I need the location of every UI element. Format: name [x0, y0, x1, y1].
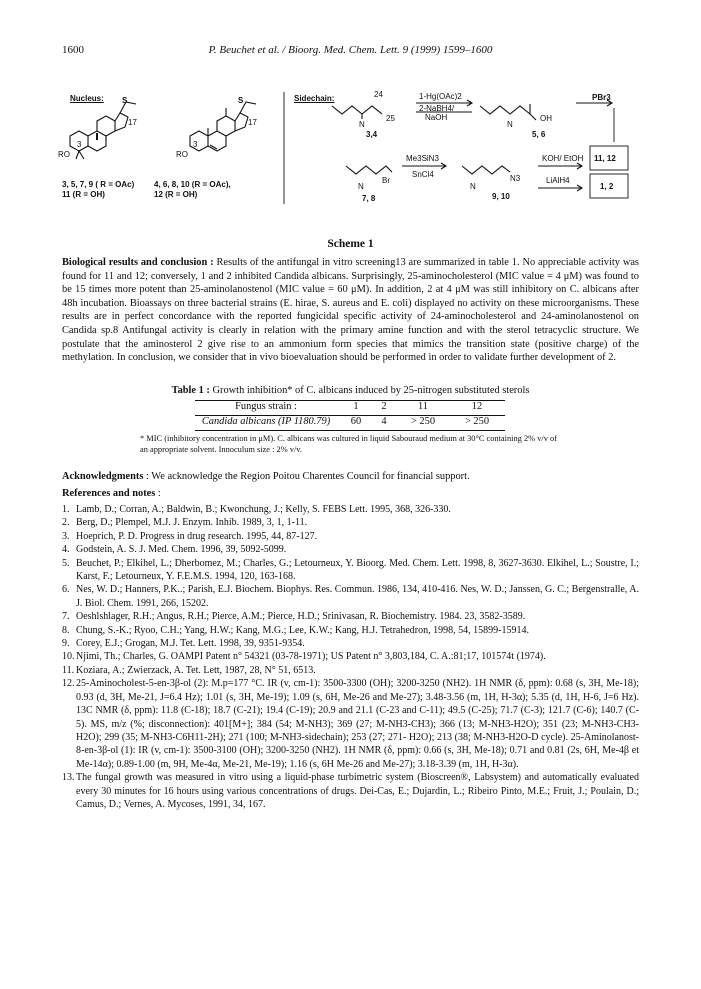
header-cell: Fungus strain : — [235, 401, 297, 412]
table-cell: > 250 — [410, 416, 436, 427]
reference-item: 3. Hoeprich, P. D. Progress in drug research. 1995, 44, 87-127. — [62, 530, 318, 542]
reagent-pbr3: PBr3 — [592, 93, 611, 102]
compound-78: 7, 8 — [362, 194, 376, 203]
legend-b1: 4, 6, 8, 10 (R = OAc), — [154, 180, 231, 189]
running-header — [62, 44, 639, 60]
reference-item: 7. Oeshlshlager, R.H.; Angus, R.H.; Pierce, A.M.; Pierce, H.D.; Srinivasan, R. Biochemistry. 1984. 23, 3582-3589. — [62, 611, 526, 623]
c25-label: 25 — [386, 114, 395, 123]
reference-item: 5. Beuchet, P.; Elkihel, L.; Dherbomez, M.; Charles, G.; Letourneux, Y. Bioorg. Med. Chem. Lett. 1998, 8, 3627-3630. Elkihel, L.; Soustre, I.; Karst, F.; Letourneux, Y. F.E.M.S. 1994, 120, 163-168. — [62, 557, 639, 583]
header-cell: 12 — [471, 401, 483, 412]
table-cell: > 250 — [464, 416, 490, 427]
reference-item: 10. Njimi, Th.; Charles, G. OAMPI Patent n° 54321 (03-78-1971); US Patent n° 3,803,184, C. A.:81;17, 101574t (1974). — [62, 651, 546, 663]
reagent-koh: KOH/ EtOH — [542, 154, 584, 163]
reference-item: 13. The fungal growth was measured in vitro using a liquid-phase turbimetric system (Bioscreen®, Labsystem) and automatically evaluated every 30 minutes for 16 hours using various concentrations of drugs. Dei-Cas, E.; Dujardin, L.; Ribeiro Pinto, M.E.; Fruit, J.; Poulain, D.; Camus, D.; Vernes, A. Mycoses, 1991, 34, 167. — [62, 772, 639, 810]
legend-a1: 3, 5, 7, 9 ( R = OAc) — [62, 180, 135, 189]
header-cell: 11 — [417, 401, 428, 412]
reagent-nabh4: 2-NaBH4/ — [419, 104, 455, 113]
nucleus-label: Nucleus: — [70, 94, 104, 103]
table-caption — [0, 385, 701, 396]
s-mark-b: S — [238, 96, 244, 105]
reagent-lialh4: LiAlH4 — [546, 176, 570, 185]
reference-item: 11. Koziara, A.; Zwierzack, A. Tet. Lett, 1987, 28, N° 51, 6513. — [62, 664, 316, 676]
reagent-me3sin3: Me3SiN3 — [406, 154, 439, 163]
nucleus-b-skeleton — [190, 102, 256, 151]
reference-item: 4. Godstein, A. S. J. Med. Chem. 1996, 39, 5092-5099. — [62, 544, 287, 556]
references-list — [62, 503, 639, 811]
table-row — [195, 415, 505, 430]
table-footnote: * MIC (inhibitory concentration in μM). C. albicans was cultured in liquid Sabouraud medium at 30°C containing 2% v/v of an appropriate solvent. Innoculum size : 2% v/v. — [140, 434, 557, 454]
box-11-12: 11, 12 — [594, 154, 616, 163]
table-cell: 60 — [350, 416, 362, 427]
table-caption-text: Growth inhibition* of C. albicans induced by 25-nitrogen substituted sterols — [212, 385, 530, 396]
s-mark-a: S — [122, 96, 128, 105]
compound-910: 9, 10 — [492, 192, 510, 201]
n-label-78: N — [358, 182, 364, 191]
reference-item: 9. Corey, E.J.; Grogan, M.J. Tet. Lett. 1998, 39, 9351-9354. — [62, 638, 305, 650]
results-heading: Biological results and conclusion : — [62, 257, 214, 268]
reference-item: 2. Berg, D.; Plempel, M.J. J. Enzym. Inhib. 1989, 3, 1, 1-11. — [62, 517, 308, 529]
nucleus-a-skeleton — [70, 102, 136, 159]
n3-label: N3 — [510, 174, 521, 183]
table-header-row — [195, 400, 505, 415]
box-1-2: 1, 2 — [600, 182, 614, 191]
oh-label: OH — [540, 114, 552, 123]
c24-label: 24 — [374, 90, 383, 99]
reference-item: 1. Lamb, D.; Corran, A.; Baldwin, B.; Kwonchung, J.; Kelly, S. FEBS Lett. 1995, 368, 326-330. — [62, 504, 451, 515]
page-number: 1600 — [62, 44, 84, 56]
sidechain-label: Sidechain: — [294, 94, 335, 103]
reference-item: 12. 25-Aminocholest-5-en-3β-ol (2): M.p=177 °C. IR (v, cm-1): 3500-3300 (OH); 3200-3250 (NH2). 1H NMR (δ, ppm): 0.68 (s, 3H, Me-18); 0.93 (d, 3H, Me-21, J=6.4 Hz); 1.01 (s, 3H, Me-19); 1.09 (s, 6H, Me-26 and Me-27); 3.48-3.56 (m, 1H, H-3α); 5.35 (d, 1H, H-6, J=6 Hz). 13C NMR (δ, ppm): 11.8 (C-18); 18.7 (C-21); 19.4 (C-19); 20.9 and 21.1 (C-23 and C-11); 49.5 (C-25); 71.7 (C-3); 121.7 (C-6); 140.7 (C-5). MS, m/z (%; disconnection): 401[M+]; 384 (54; M-NH3); 369 (27; M-NH3-CH3); 366 (13; M-NH3-H2O); 351 (23; M-NH3-CH3-H2O); 299 (35; M-NH3-C6H11-2H); 271 (100; M-NH3-sidechain); 253 (27; 271- H2O); 213 (38; M-NH3-H2O-D cycle). 25-Aminolanost-8-en-3β-ol (1): IR (v, cm-1): 3500-3100 (OH); 3200-3250 (NH2). 1H NMR (δ, ppm): 0.66 (s, 3H, Me-18); 0.71 and 0.81 (2s, 6H, Me-4β et Me-14α); 0.89-1.00 (m, 9H, Me-4α, Me-21, Me-19); 1.16 (s, 6H Me-26 and Me-27); 3.18-3.39 (m, 1H, H-3α). — [62, 678, 639, 770]
n-label-910: N — [470, 182, 476, 191]
table-cell: 4 — [381, 416, 387, 427]
reference-item: 8. Chung, S.-K.; Ryoo, C.H.; Yang, H.W.; Kang, M.G.; Lee, K.W.; Kang, H.J. Tetrahedron, 1998, 54, 15899-15914. — [62, 624, 529, 636]
ro-label-b: RO — [176, 150, 188, 159]
table-caption-label: Table 1 : — [171, 385, 210, 396]
acknowledgments-heading: Acknowledgments — [62, 471, 144, 482]
reference-item: 6. Nes, W. D.; Hanners, P.K..; Parish, E.J. Biochem. Biophys. Res. Commun. 1986, 134, 410-416. Nes, W. D.; Janssen, G. C.; Bergenstralle, A. J. Biol. Chem. 1991, 266, 15202. — [62, 584, 639, 609]
c17-label-b: 17 — [248, 118, 257, 127]
acknowledgments-text: : We acknowledge the Region Poitou Charentes Council for financial support. — [146, 471, 470, 482]
reagent-naoh: NaOH — [425, 113, 448, 122]
reagent-hg: 1-Hg(OAc)2 — [419, 92, 462, 101]
c3-label-a: 3 — [77, 140, 82, 149]
br-label: Br — [382, 176, 390, 185]
acknowledgments-paragraph — [62, 470, 639, 484]
n-label-34: N — [359, 120, 365, 129]
reagent-sncl4: SnCl4 — [412, 170, 434, 179]
legend-a2: 11 (R = OH) — [62, 190, 105, 199]
journal-citation: P. Beuchet et al. / Bioorg. Med. Chem. Lett. 9 (1999) 1599–1600 — [208, 44, 493, 56]
ro-label-a: RO — [58, 150, 70, 159]
header-cell: 1 — [353, 401, 359, 412]
results-table — [195, 400, 505, 433]
header-cell: 2 — [381, 401, 387, 412]
results-paragraph — [62, 256, 639, 365]
scheme-figure — [58, 84, 652, 232]
c17-label-a: 17 — [128, 118, 137, 127]
table-cell: Candida albicans (IP 1180.79) — [201, 416, 331, 427]
compound-56: 5, 6 — [532, 130, 546, 139]
results-text: Results of the antifungal in vitro screening13 are summarized in table 1. No appreciable activity was found for 11 and 12; conversely, 1 and 2 inhibited Candida albicans. Surprisingly, 25-aminocholesterol (MIC value = 4 μM) was found to be 15 times more potent than 25-aminolanostenol (MIC value = 60 μM). In addition, 2 at 4 μM was still inhibitory on C. albicans after 48h incubation. Bioassays on three bacterial strains (E. hirae, S. aureus and E. coli) displayed no activity on these microorganisms. These results are in perfect concordance with the reported fungicidal specific activity of 24-aminocholesterol and 24-aminolanostenol on Candida sp.8 Antifungal activity is clearly in relation with the primary amine function and with the sterol tetracyclic structure. We postulate that the aminosterol 2 give rise to an ammonium form species that mimics the transition state (positive charge) of the methylation. In conclusion, we consider that in vivo bioevaluation should be performed in order to validate further development of 2. — [62, 257, 639, 364]
legend-b2: 12 (R = OH) — [154, 190, 198, 199]
n-label-56: N — [507, 120, 513, 129]
sidechain-34 — [332, 106, 382, 119]
references-heading: References and notes : — [62, 488, 161, 499]
compound-34: 3,4 — [366, 130, 378, 139]
scheme-title: Scheme 1 — [327, 238, 374, 250]
c3-label-b: 3 — [193, 140, 198, 149]
